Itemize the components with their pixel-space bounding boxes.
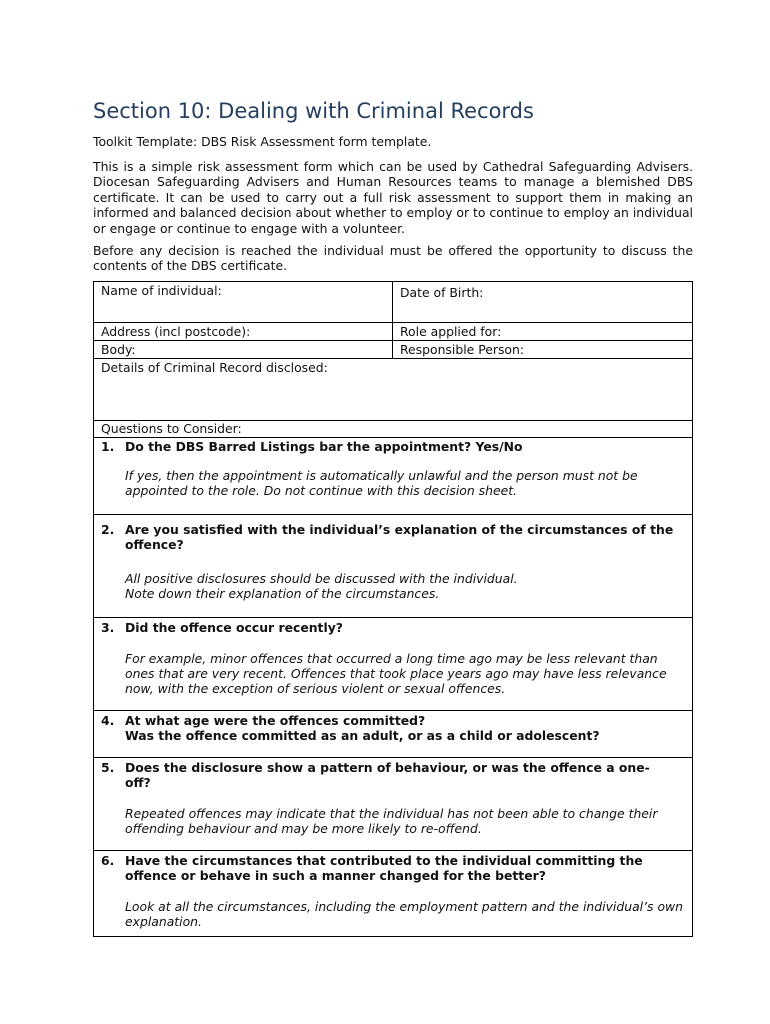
questions-header-cell — [94, 420, 693, 437]
document-page — [93, 98, 693, 937]
dob-label: Date of Birth: — [400, 284, 484, 300]
role-label: Role applied for: — [400, 323, 502, 339]
address-label: Address (incl postcode): — [101, 323, 251, 339]
intro-paragraph: This is a simple risk assessment form which can be used by Cathedral Safeguarding Advisers. Diocesan Safeguarding Advisers and Human Resources teams to manage a blemished DBS certificate. It can be used to carry out a full risk assessment to support them in making an informed and balanced decision about whether to employ or to continue to employ an individual or engage or continue to engage with a volunteer. — [93, 159, 693, 236]
question-note: Note down their explanation of the circumstances. — [125, 585, 440, 601]
question-1-cell[interactable] — [94, 437, 693, 514]
question-text: Do the DBS Barred Listings bar the appointment? Yes/No — [125, 438, 523, 454]
page-title: Section 10: Dealing with Criminal Records — [93, 99, 534, 123]
question-text: Are you satisfied with the individual’s explanation of the circumstances of the offence? — [125, 521, 674, 552]
question-number: 4. — [101, 712, 115, 728]
questions-label: Questions to Consider: — [101, 420, 242, 436]
name-cell[interactable] — [94, 281, 393, 322]
question-number: 6. — [101, 852, 115, 868]
toolkit-subtitle: Toolkit Template: DBS Risk Assessment form template. — [93, 134, 432, 149]
details-cell[interactable] — [94, 358, 693, 420]
question-text: Have the circumstances that contributed to the individual committing the offence or behave in such a manner changed for the better? — [125, 852, 643, 883]
name-label: Name of individual: — [101, 282, 222, 298]
question-note: Look at all the circumstances, including the employment pattern and the individual’s own explanation. — [125, 898, 684, 929]
question-text: Did the offence occur recently? — [125, 619, 343, 635]
role-cell[interactable] — [393, 322, 693, 340]
question-number: 3. — [101, 619, 115, 635]
question-note: All positive disclosures should be discussed with the individual. — [125, 570, 518, 586]
question-6-cell[interactable] — [94, 850, 693, 936]
question-5-cell[interactable] — [94, 757, 693, 850]
body-label: Body: — [101, 341, 136, 357]
address-cell[interactable] — [94, 322, 393, 340]
question-text: Was the offence committed as an adult, or as a child or adolescent? — [125, 727, 600, 743]
question-number: 2. — [101, 521, 115, 537]
responsible-cell[interactable] — [393, 340, 693, 358]
question-text: At what age were the offences committed? — [125, 712, 426, 728]
question-number: 5. — [101, 759, 115, 775]
question-4-cell[interactable] — [94, 710, 693, 757]
responsible-label: Responsible Person: — [400, 341, 525, 357]
question-note: Repeated offences may indicate that the individual has not been able to change their offending behaviour and may be more likely to re-offend. — [125, 805, 658, 836]
question-note: If yes, then the appointment is automatically unlawful and the person must not be appointed to the role. Do not continue with this decision sheet. — [125, 467, 638, 498]
question-note: For example, minor offences that occurred a long time ago may be less relevant than ones that are very recent. Offences that took place years ago may have less relevance now, with the exception of serious violent or sexual offences. — [125, 650, 667, 696]
question-number: 1. — [101, 438, 115, 454]
before-paragraph: Before any decision is reached the individual must be offered the opportunity to discuss the contents of the DBS certificate. — [93, 243, 693, 274]
question-text: Does the disclosure show a pattern of behaviour, or was the offence a one-off? — [125, 759, 650, 790]
question-2-cell[interactable] — [94, 514, 693, 617]
risk-assessment-table — [93, 281, 693, 937]
question-3-cell[interactable] — [94, 617, 693, 710]
dob-cell[interactable] — [393, 281, 693, 322]
details-label: Details of Criminal Record disclosed: — [101, 359, 328, 375]
body-cell[interactable] — [94, 340, 393, 358]
